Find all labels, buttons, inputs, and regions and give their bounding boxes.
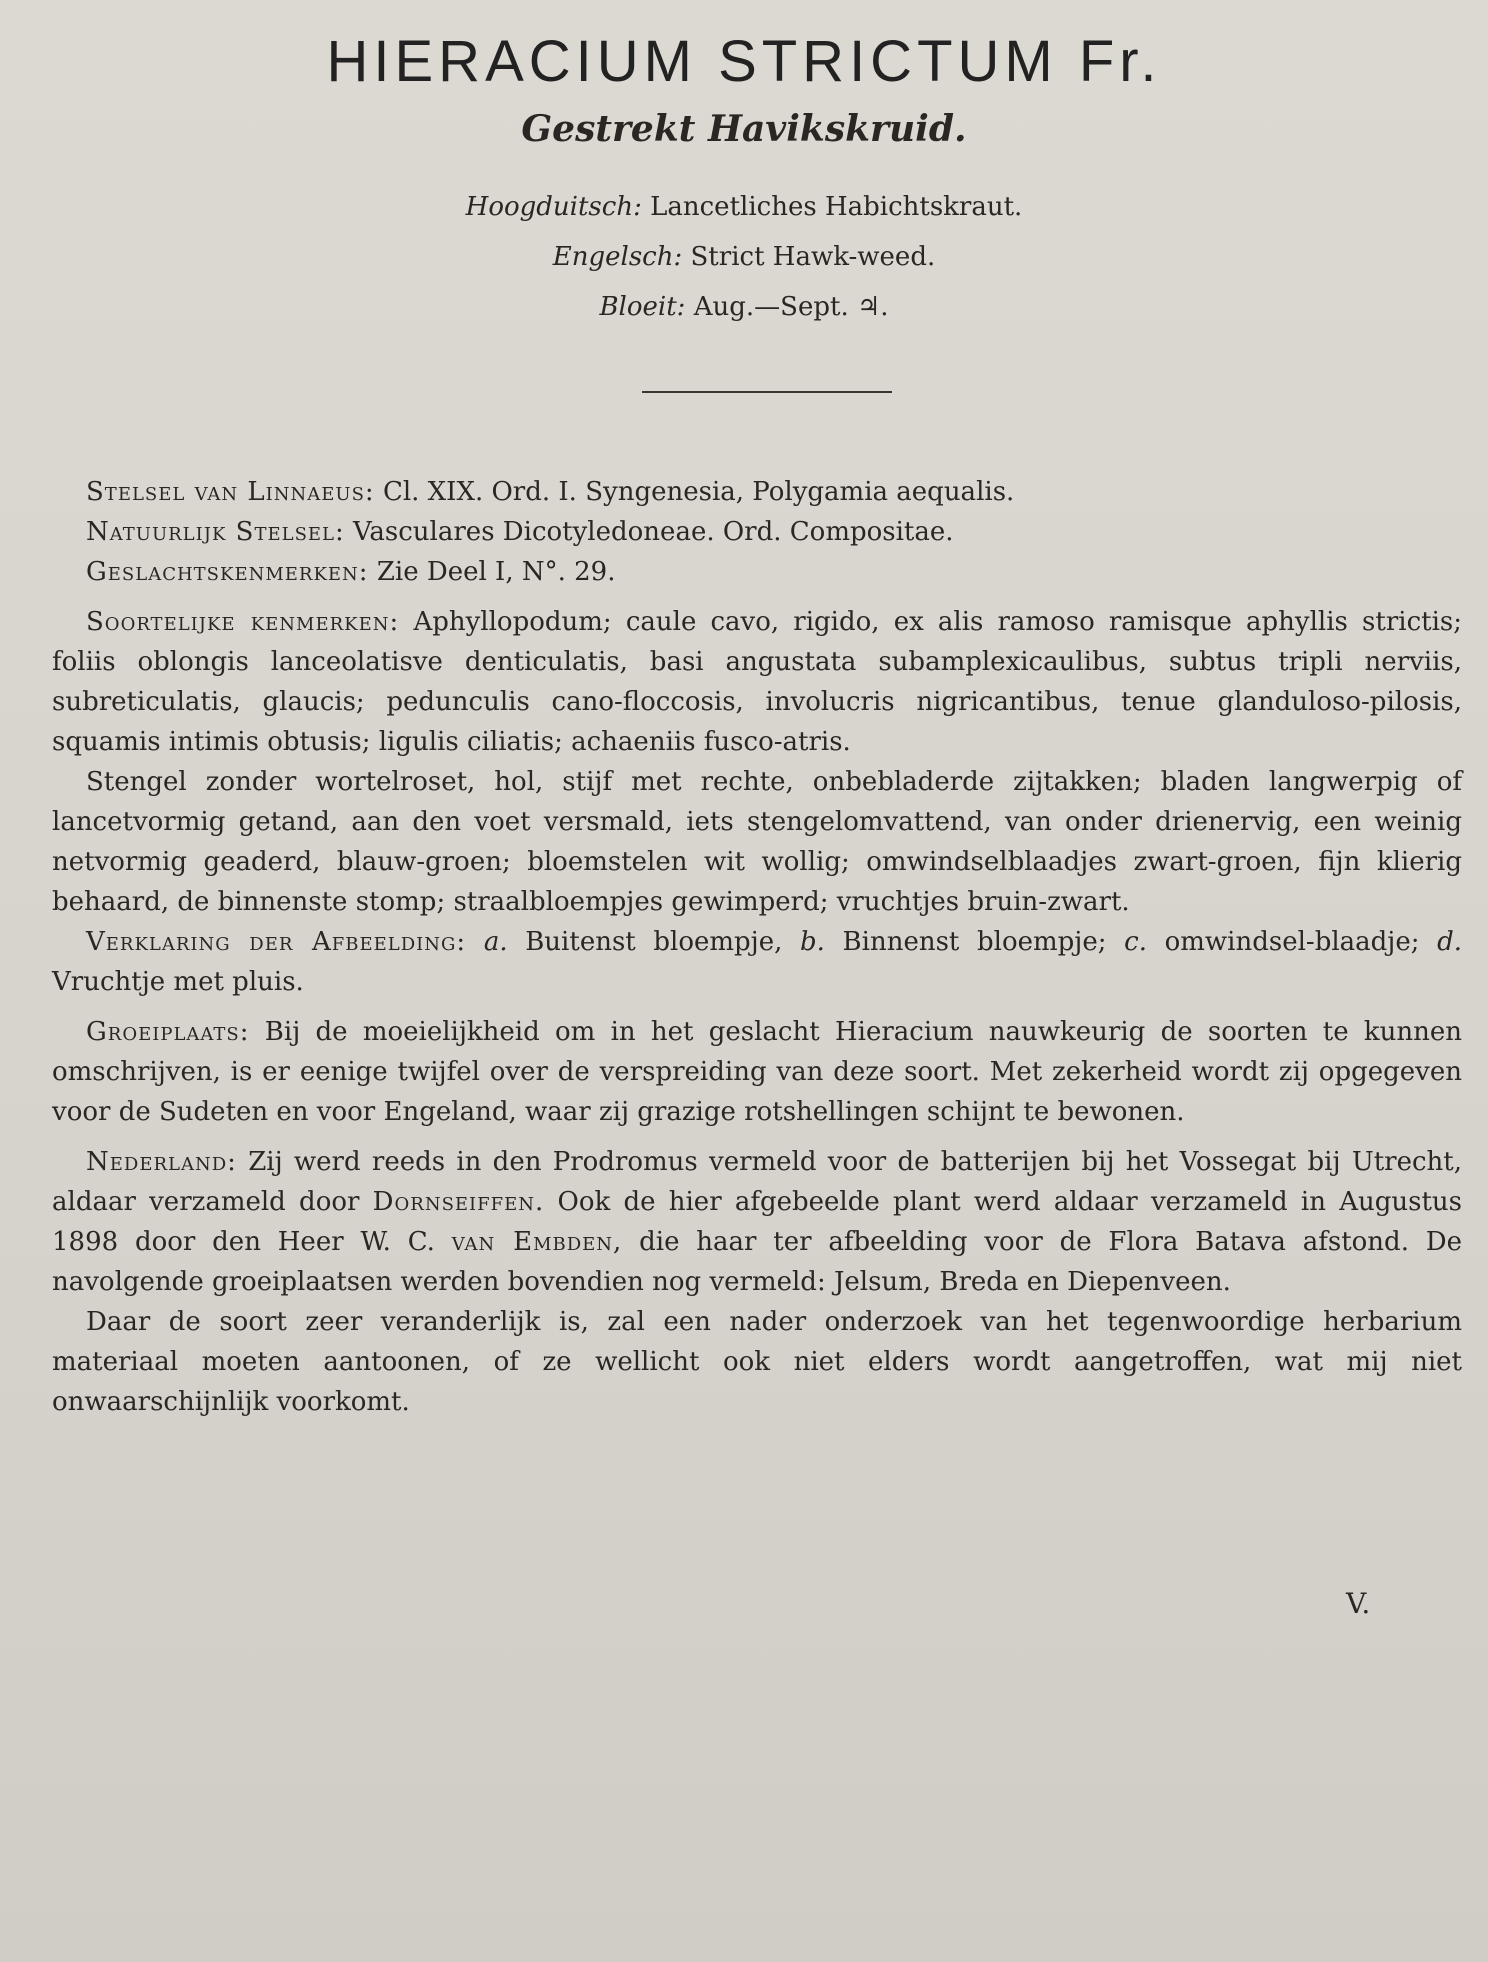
page-subtitle: Gestrekt Havikskruid. (521, 108, 967, 150)
document-body (52, 472, 1462, 1422)
name-label: Engelsch: (552, 242, 683, 272)
paragraph-nederland (52, 1142, 1462, 1302)
section-text: Daar de soort zeer veranderlijk is, zal een nader onderzoek van het tegenwoordige herbarium materiaal moeten aantoonen, of ze wellicht ook niet elders wordt aangetroffen, wat mij niet onwaarschijnlijk voorkomt. (52, 1307, 1462, 1417)
section-label: Nederland: (86, 1147, 237, 1177)
paragraph-linnaeus (52, 472, 1462, 512)
section-label: Geslachtskenmerken: (86, 557, 369, 587)
figure-text: Buitenst bloempje, (525, 927, 783, 957)
name-row-english (0, 232, 1488, 282)
paragraph-verklaring (52, 922, 1462, 1002)
figure-key: a. (483, 927, 508, 957)
paragraph-slot (52, 1302, 1462, 1422)
section-label: Groeiplaats: (86, 1017, 250, 1047)
figure-key: d. (1437, 927, 1463, 957)
section-text: Cl. XIX. Ord. I. Syngenesia, Polygamia aequalis. (382, 477, 1015, 507)
paragraph-stengel (52, 762, 1462, 922)
figure-key: b. (800, 927, 825, 957)
figure-key: c. (1124, 927, 1147, 957)
name-value: Lancetliches Habichtskraut. (650, 192, 1023, 222)
section-label: Natuurlijk Stelsel: (86, 517, 345, 547)
paragraph-natuurlijk (52, 512, 1462, 552)
author-signature: V. (1346, 1587, 1371, 1620)
section-text: Bij de moeielijkheid om in het geslacht Hieracium nauwkeurig de soorten te kunnen omschrijven, is er eenige twijfel over de verspreiding van deze soort. Met zekerheid wordt zij opgegeven voor de Sudeten en voor Engeland, waar zij grazige rotshellingen schijnt te bewonen. (52, 1017, 1463, 1127)
name-value: Aug.—Sept. ♃. (693, 292, 889, 322)
name-value: Strict Hawk-weed. (690, 242, 936, 272)
section-text: Vasculares Dicotyledoneae. Ord. Compositae. (353, 517, 954, 547)
paragraph-groeiplaats (52, 1012, 1462, 1132)
collector-name: Dornseiffen. (372, 1187, 545, 1217)
divider-rule (642, 391, 892, 393)
name-row-german (0, 182, 1488, 232)
paragraph-soort (52, 602, 1462, 762)
section-label: Verklaring der Afbeelding: (86, 927, 467, 957)
name-label: Hoogduitsch: (465, 192, 642, 222)
section-text: Ook de hier afgebeelde plant werd aldaar verzameld in Augustus 1898 door den Heer W. C. (52, 1187, 1462, 1257)
section-text: Stengel zonder wortelroset, hol, stijf met rechte, onbebladerde zijtakken; bladen langwerpig of lancetvormig getand, aan den voet versmald, iets stengelomvattend, van onder drienervig, een weinig netvormig geaderd, blauw-groen; bloemstelen wit wollig; omwindselblaadjes zwart-groen, fijn klierig behaard, de binnenste stomp; straalbloempjes gewimperd; vruchtjes bruin-zwart. (52, 767, 1462, 917)
section-text: Zie Deel I, N°. 29. (376, 557, 616, 587)
figure-text: omwindsel-blaadje; (1164, 927, 1420, 957)
paragraph-geslacht (52, 552, 1462, 592)
figure-text: Vruchtje met pluis. (52, 967, 304, 997)
name-row-bloom (0, 282, 1488, 332)
section-label: Stelsel van Linnaeus: (86, 477, 375, 507)
section-label: Soortelijke kenmerken: (86, 607, 400, 637)
common-names (0, 182, 1488, 332)
page-title: HIERACIUM STRICTUM Fr. (326, 29, 1162, 94)
collector-name: van Embden, (451, 1227, 623, 1257)
section-text: Aphyllopodum; caule cavo, rigido, ex alis ramoso ramisque aphyllis strictis; foliis oblongis lanceolatisve denticulatis, basi angustata subamplexicaulibus, subtus tripli nerviis, subreticulatis, glaucis; pedunculis cano-floccosis, involucris nigricantibus, tenue glanduloso-pilosis, squamis intimis obtusis; ligulis ciliatis; achaeniis fusco-atris. (52, 607, 1463, 757)
section-text: die haar ter afbeelding voor de Flora Batava afstond. De navolgende groeiplaatsen werden bovendien nog vermeld: Jelsum, Breda en Diepenveen. (52, 1227, 1463, 1297)
name-label: Bloeit: (599, 292, 686, 322)
section-text: Zij werd reeds in den Prodromus vermeld voor de batterijen bij het Vossegat bij Utrecht, aldaar verzameld door (52, 1147, 1463, 1217)
figure-text: Binnenst bloempje; (842, 927, 1107, 957)
